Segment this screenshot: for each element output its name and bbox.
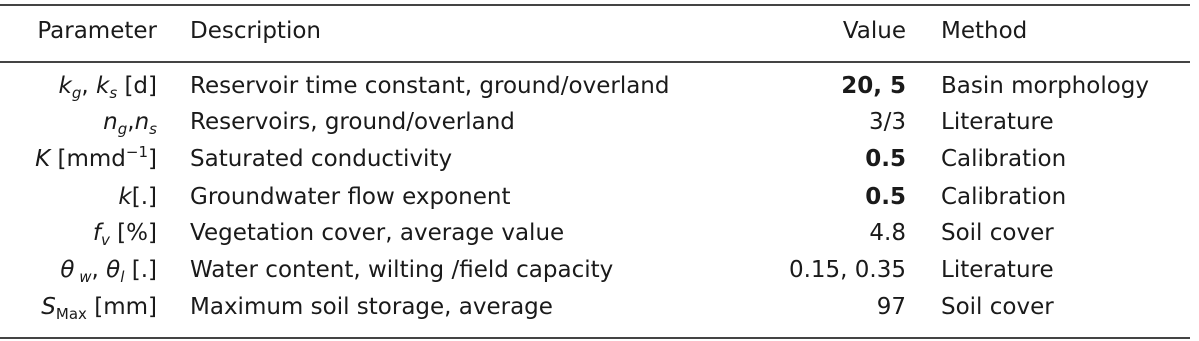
value-cell: 20, 5 <box>841 73 906 99</box>
table-header-rule <box>0 61 1190 63</box>
param-cell: $f_v$ [%] <box>92 220 157 249</box>
table-bottom-rule <box>0 337 1190 339</box>
header-value: Value <box>842 18 906 44</box>
method-cell: Calibration <box>941 184 1067 210</box>
table-top-rule <box>0 4 1190 6</box>
value-cell: 0.5 <box>865 184 906 210</box>
description-cell: Vegetation cover, average value <box>190 220 565 246</box>
table-row <box>0 253 1199 287</box>
value-cell: 3/3 <box>868 109 906 135</box>
method-cell: Calibration <box>941 146 1067 172</box>
table-row <box>0 290 1199 324</box>
description-cell: Saturated conductivity <box>190 146 453 172</box>
table-row <box>0 69 1199 103</box>
value-cell: 0.5 <box>865 146 906 172</box>
param-cell: θ $_w$, $\theta_l$ [.] <box>60 257 157 286</box>
method-cell: Literature <box>941 257 1054 283</box>
header-description: Description <box>190 18 321 44</box>
param-cell: $n_g,n_s$ <box>103 109 157 138</box>
description-cell: Reservoirs, ground/overland <box>190 109 515 135</box>
header-method: Method <box>941 18 1028 44</box>
method-cell: Literature <box>941 109 1054 135</box>
description-cell: Groundwater flow exponent <box>190 184 511 210</box>
method-cell: Soil cover <box>941 294 1054 320</box>
param-cell: $S_{Max}$ [mm] <box>41 294 157 323</box>
table-row <box>0 180 1199 214</box>
header-parameter: Parameter <box>37 18 157 44</box>
value-cell: 4.8 <box>869 220 906 246</box>
table-row <box>0 142 1199 176</box>
table-header-row <box>0 14 1199 48</box>
description-cell: Maximum soil storage, average <box>190 294 553 320</box>
param-cell: K [mmd$^{-1}$] <box>35 143 157 172</box>
method-cell: Soil cover <box>941 220 1054 246</box>
table-row <box>0 105 1199 139</box>
table-row <box>0 216 1199 250</box>
value-cell: 97 <box>876 294 906 320</box>
description-cell: Reservoir time constant, ground/overland <box>190 73 670 99</box>
method-cell: Basin morphology <box>941 73 1149 99</box>
param-cell: k[.] <box>118 184 157 210</box>
description-cell: Water content, wilting /field capacity <box>190 257 614 283</box>
value-cell: 0.15, 0.35 <box>788 257 906 283</box>
param-cell: $k_g$, $k_s$ [d] <box>58 73 157 102</box>
